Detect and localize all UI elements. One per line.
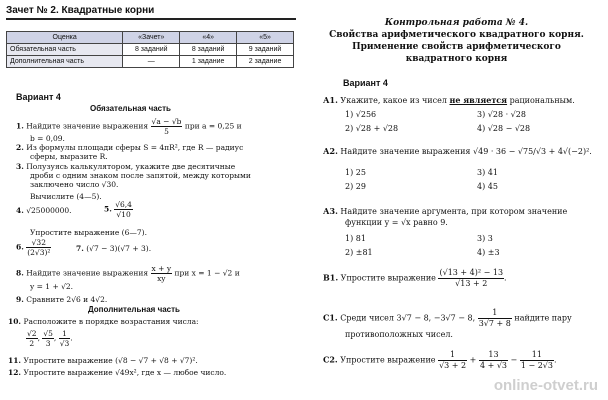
table-header-cell: Оценка	[7, 32, 123, 44]
task-number: 8.	[16, 268, 24, 278]
question-text: Среди чисел 3√7 − 8, −3√7 − 8,	[340, 313, 476, 323]
numerator: √5	[43, 329, 53, 338]
table-cell: 2 задание	[237, 56, 294, 68]
table-row	[7, 56, 294, 68]
question-b1: В1. Упростите выражение $\frac{\text{(√13 + 4)² − 13}}{√13 + 2}$ .	[323, 268, 507, 288]
question-c1	[323, 308, 608, 329]
answer-option: 1) 81	[345, 234, 366, 243]
answer-option: 1) 25	[345, 168, 366, 177]
task-text: Найдите значение выражения	[26, 121, 149, 131]
task-text: Упростите выражение (√8 − √7 + √8 + √7)².	[23, 356, 198, 365]
table-header-row	[7, 32, 294, 44]
task-10	[8, 317, 298, 326]
denominator: √10	[116, 210, 131, 219]
denominator: √3	[59, 339, 70, 348]
denominator: 1 − 2√3	[520, 361, 553, 370]
task-number: 12.	[8, 368, 22, 377]
denominator: 3	[45, 339, 51, 348]
fraction	[42, 329, 54, 348]
task-8-continued: y = 1 + √2.	[30, 282, 74, 291]
task-text: Расположите в порядке возрастания числа:	[23, 317, 199, 326]
question-a2	[323, 146, 608, 157]
question-text: Найдите значение аргумента, при котором значение	[340, 207, 568, 216]
answer-option: 1) √256	[345, 110, 377, 119]
question-c1-continued: противоположных чисел.	[345, 330, 453, 339]
task-number: 6.	[16, 242, 24, 252]
denominator: √13 + 2	[455, 279, 488, 288]
task-text: Найдите значение выражения	[26, 268, 149, 278]
task-number: 3.	[16, 162, 24, 171]
fraction	[520, 350, 554, 371]
fraction	[114, 200, 133, 219]
question-label: А3.	[323, 206, 338, 216]
answer-option: 3) √28 · √28	[477, 110, 526, 119]
test-title: Контрольная работа № 4.	[384, 18, 529, 28]
task-6	[16, 238, 51, 257]
task-condition: при a = 0,25 и	[184, 121, 242, 131]
answer-option: 4) √28 − √28	[477, 124, 531, 133]
math-expression: √49 · 36 − √75/√3 + 4√(−2)².	[473, 147, 592, 156]
question-label: А2.	[323, 146, 338, 156]
question-a3-continued: функции y = √x равно 9.	[345, 218, 448, 227]
denominator: √3 + 2	[439, 361, 467, 370]
denominator: xy	[157, 274, 166, 283]
numerator: (√13 + 4)² − 13	[439, 268, 504, 277]
fraction	[479, 350, 508, 371]
table-cell: Обязательная часть	[7, 44, 123, 56]
answer-option: 2) 29	[345, 182, 366, 191]
denominator: 4 + √3	[479, 361, 508, 370]
table-cell: 8 заданий	[180, 44, 237, 56]
table-cell: 9 заданий	[237, 44, 294, 56]
left-variant-title: Вариант 4	[16, 92, 61, 102]
question-a3	[323, 206, 608, 217]
task-text: (√7 − 3)(√7 + 3).	[86, 244, 152, 253]
test-subtitle: квадратного корня	[405, 54, 508, 64]
task-7	[76, 244, 151, 253]
question-c2: С2. Упростите выражение $\frac{1}{√3 + 2}$ + $\frac{13}{4 + √3}$ − $\frac{11}{1 - 2√3}$ .	[323, 350, 557, 370]
numerator: √a − √b	[151, 117, 182, 126]
task-condition: при x = 1 − √2 и	[174, 268, 240, 278]
answer-option: 3) 41	[477, 168, 498, 177]
right-page	[305, 0, 608, 400]
answer-option: 2) ±81	[345, 248, 373, 257]
task-number: 2.	[16, 143, 24, 152]
table-header-cell: «5»	[237, 32, 294, 44]
task-12	[8, 368, 298, 377]
denominator: (2√3)²	[27, 248, 51, 257]
fraction	[438, 268, 504, 289]
table-header-cell: «4»	[180, 32, 237, 44]
numerator: x + y	[151, 264, 172, 273]
question-a1	[323, 95, 608, 106]
left-page	[0, 0, 300, 400]
extra-part-title: Дополнительная часть	[88, 305, 180, 314]
fraction	[59, 329, 71, 348]
task-5	[104, 200, 133, 219]
task-text: Полузуясь калькулятором, укажите две десятичные	[26, 162, 236, 171]
question-text: Упростите выражение	[340, 355, 436, 365]
fraction	[151, 117, 183, 136]
task-2-continued: сферы, выразите R.	[30, 152, 108, 161]
question-emphasis: не является	[449, 95, 508, 105]
task-2	[16, 143, 296, 152]
worksheet-header: Зачет № 2. Квадратные корни	[6, 5, 296, 20]
question-label: С2.	[323, 354, 338, 365]
fraction	[438, 350, 467, 371]
numerator: 1	[478, 308, 512, 319]
question-text: Упростите выражение	[340, 273, 436, 283]
task-11	[8, 356, 298, 365]
question-text: найдите пару	[514, 313, 572, 323]
answer-option: 2) √28 + √28	[345, 124, 399, 133]
task-text: √25000000.	[26, 206, 72, 215]
numerator: 13	[479, 350, 508, 361]
numerator: 1	[59, 329, 71, 339]
task-number: 5.	[104, 204, 112, 214]
answer-option: 4) 45	[477, 182, 498, 191]
task-3-continued: заключено число √30.	[30, 180, 119, 189]
task-9	[16, 295, 107, 304]
question-text: рациональным.	[509, 96, 575, 105]
numerator: 11	[520, 350, 554, 361]
instruction-note: Упростите выражение (6—7).	[30, 228, 147, 237]
task-1-continued: b = 0,09.	[30, 134, 65, 143]
table-cell: Дополнительная часть	[7, 56, 123, 68]
fraction	[151, 264, 173, 283]
table-cell: —	[123, 56, 180, 68]
question-label: А1.	[323, 95, 338, 105]
table-row	[7, 44, 294, 56]
grading-table	[6, 31, 294, 68]
site-watermark: online-otvet.ru	[493, 377, 598, 394]
task-number: 7.	[76, 244, 84, 253]
test-subtitle: Применение свойств арифметического	[352, 42, 561, 52]
task-number: 4.	[16, 206, 24, 215]
task-text: Сравните 2√6 и 4√2.	[26, 295, 108, 304]
task-3	[16, 162, 296, 171]
task-10-numbers: $\frac{√2}{2}$ , $\frac{√5}{3}$ , $\frac{1}{√3}$ .	[27, 329, 73, 348]
table-header-cell: «Зачет»	[123, 32, 180, 44]
question-text: Укажите, какое из чисел	[340, 96, 447, 105]
question-text: Найдите значение выражения	[340, 147, 471, 156]
denominator: 5	[164, 127, 169, 136]
mandatory-part-title: Обязательная часть	[90, 104, 171, 113]
task-number: 9.	[16, 295, 24, 304]
task-number: 11.	[8, 356, 22, 365]
right-variant-title: Вариант 4	[343, 78, 388, 88]
fraction	[26, 238, 51, 257]
denominator: 2	[29, 339, 35, 348]
answer-option: 4) ±3	[477, 248, 500, 257]
question-label: В1.	[323, 272, 339, 283]
task-3-continued: дроби с одним знаком после запятой, между которыми	[30, 171, 251, 180]
task-number: 10.	[8, 317, 22, 326]
numerator: √6,4	[115, 200, 132, 209]
task-text: Из формулы площади сферы S = 4πR², где R — радиус	[26, 143, 244, 152]
numerator: 1	[438, 350, 467, 361]
denominator: 3√7 + 8	[478, 319, 511, 328]
question-label: С1.	[323, 312, 338, 323]
task-4	[16, 206, 72, 215]
table-cell: 1 задание	[180, 56, 237, 68]
answer-option: 3) 3	[477, 234, 493, 243]
fraction	[26, 329, 38, 348]
task-8	[16, 264, 296, 283]
task-number: 1.	[16, 121, 24, 131]
fraction	[478, 308, 512, 329]
instruction-note: Вычислите (4—5).	[30, 192, 102, 201]
test-subtitle: Свойства арифметического квадратного корня.	[329, 30, 584, 40]
numerator: √32	[26, 238, 51, 248]
task-text: Упростите выражение √49x², где x — любое число.	[23, 368, 227, 377]
table-cell: 8 заданий	[123, 44, 180, 56]
numerator: √2	[27, 329, 37, 338]
